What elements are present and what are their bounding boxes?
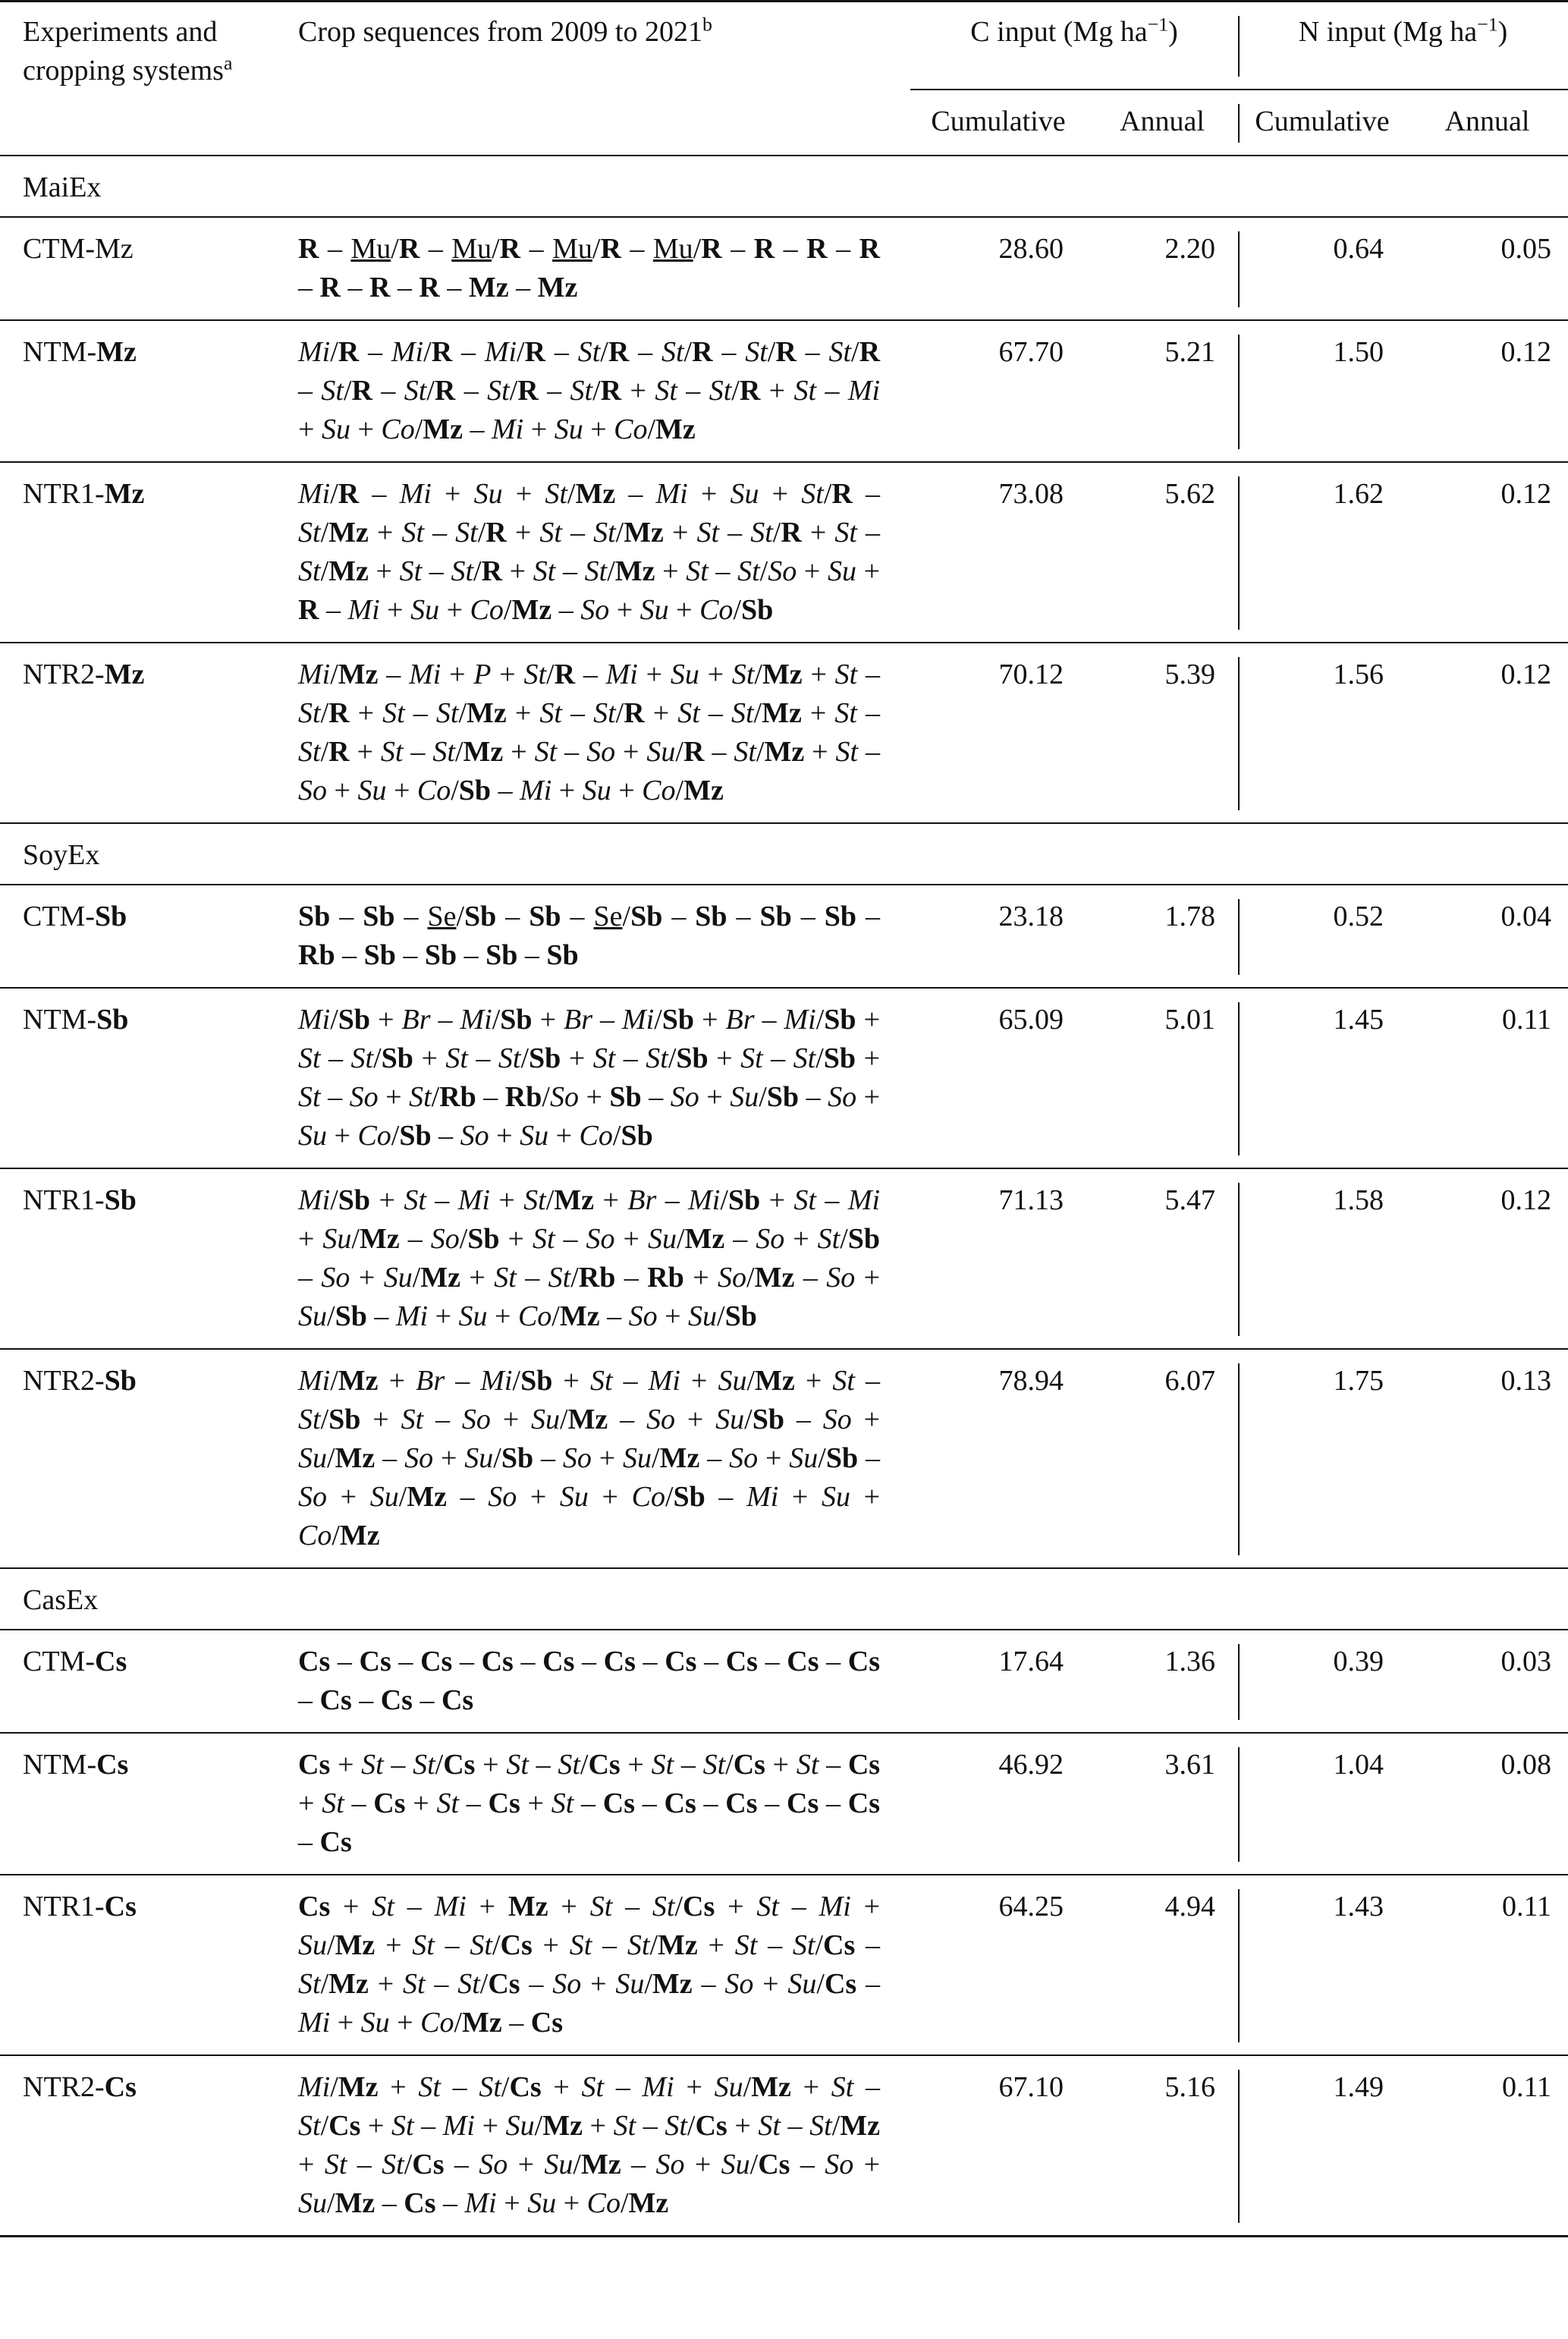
cropping-system-name: NTR2-Cs (0, 2055, 291, 2237)
cropping-system-name: CTM-Mz (0, 217, 291, 320)
crop-sequence: Mi/Sb + Br – Mi/Sb + Br – Mi/Sb + Br – Mi/Sb + St – St/Sb + St – St/Sb + St – St/Sb + St – St/Sb + St – So + St/Rb – Rb/So + Sb – So + Su/Sb – So + Su + Co/Sb – So + Su + Co/Sb (291, 988, 910, 1168)
n-input-cumulative: 0.64 (1238, 217, 1406, 320)
c-input-cumulative: 65.09 (910, 988, 1086, 1168)
c-input-cumulative: 70.12 (910, 643, 1086, 823)
c-input-annual: 6.07 (1086, 1349, 1238, 1568)
section-row (0, 156, 1568, 217)
crop-sequence: Mi/Mz – Mi + P + St/R – Mi + Su + St/Mz + St – St/R + St – St/Mz + St – St/R + St – St/Mz + St – St/R + St – St/Mz + St – So + Su/R – St/Mz + St – So + Su + Co/Sb – Mi + Su + Co/Mz (291, 643, 910, 823)
header-c-annual: Annual (1120, 105, 1205, 137)
table-row (0, 2055, 1568, 2237)
table-row (0, 643, 1568, 823)
n-input-cumulative: 1.50 (1238, 320, 1406, 462)
c-input-cumulative: 67.10 (910, 2055, 1086, 2237)
n-input-cumulative: 0.39 (1238, 1630, 1406, 1733)
c-input-annual: 5.62 (1086, 462, 1238, 643)
header-n-annual: Annual (1444, 105, 1530, 137)
footnote-a-marker: a (223, 52, 233, 74)
n-input-cumulative: 1.04 (1238, 1733, 1406, 1875)
header-c-input-text: C input (Mg ha (970, 16, 1148, 48)
section-title: MaiEx (0, 156, 1568, 217)
n-input-cumulative: 1.58 (1238, 1168, 1406, 1349)
c-input-annual: 5.01 (1086, 988, 1238, 1168)
table-row (0, 1630, 1568, 1733)
c-input-cumulative: 17.64 (910, 1630, 1086, 1733)
c-input-annual: 1.78 (1086, 885, 1238, 988)
n-input-annual: 0.12 (1406, 643, 1568, 823)
cropping-system-name: NTR1-Mz (0, 462, 291, 643)
header-experiments (0, 2, 291, 156)
table-row (0, 1733, 1568, 1875)
crop-sequence: Mi/Mz + St – St/Cs + St – Mi + Su/Mz + St – St/Cs + St – Mi + Su/Mz + St – St/Cs + St – St/Mz + St – St/Cs – So + Su/Mz – So + Su/Cs – So + Su/Mz – Cs – Mi + Su + Co/Mz (291, 2055, 910, 2237)
n-input-annual: 0.11 (1406, 1875, 1568, 2055)
header-c-input (910, 2, 1238, 90)
c-input-annual: 5.16 (1086, 2055, 1238, 2237)
table-row (0, 988, 1568, 1168)
n-input-annual: 0.08 (1406, 1733, 1568, 1875)
c-input-annual: 5.21 (1086, 320, 1238, 462)
cropping-system-name: NTM-Sb (0, 988, 291, 1168)
table-row (0, 320, 1568, 462)
c-input-annual: 3.61 (1086, 1733, 1238, 1875)
cropping-system-name: NTM-Cs (0, 1733, 291, 1875)
c-input-cumulative: 28.60 (910, 217, 1086, 320)
n-input-cumulative: 1.49 (1238, 2055, 1406, 2237)
section-row (0, 823, 1568, 885)
table-row (0, 1875, 1568, 2055)
header-experiments-line1: Experiments and (23, 16, 218, 48)
n-input-annual: 0.04 (1406, 885, 1568, 988)
section-title: CasEx (0, 1568, 1568, 1630)
c-input-annual: 2.20 (1086, 217, 1238, 320)
header-c-cumulative: Cumulative (931, 105, 1066, 137)
cropping-system-name: CTM-Cs (0, 1630, 291, 1733)
crop-sequence: Mi/R – Mi + Su + St/Mz – Mi + Su + St/R – St/Mz + St – St/R + St – St/Mz + St – St/R + St – St/Mz + St – St/R + St – St/Mz + St – St/So + Su + R – Mi + Su + Co/Mz – So + Su + Co/Sb (291, 462, 910, 643)
crop-sequence: Mi/R – Mi/R – Mi/R – St/R – St/R – St/R – St/R – St/R – St/R – St/R – St/R + St – St/R + St – Mi + Su + Co/Mz – Mi + Su + Co/Mz (291, 320, 910, 462)
c-input-annual: 1.36 (1086, 1630, 1238, 1733)
table-row (0, 217, 1568, 320)
crop-sequence: R – Mu/R – Mu/R – Mu/R – Mu/R – R – R – R – R – R – R – Mz – Mz (291, 217, 910, 320)
c-input-cumulative: 71.13 (910, 1168, 1086, 1349)
c-input-cumulative: 67.70 (910, 320, 1086, 462)
table-header (0, 2, 1568, 156)
n-input-cumulative: 1.45 (1238, 988, 1406, 1168)
n-input-annual: 0.13 (1406, 1349, 1568, 1568)
crop-sequence: Cs – Cs – Cs – Cs – Cs – Cs – Cs – Cs – Cs – Cs – Cs – Cs – Cs (291, 1630, 910, 1733)
c-input-annual: 5.39 (1086, 643, 1238, 823)
crop-sequence: Sb – Sb – Se/Sb – Sb – Se/Sb – Sb – Sb – Sb – Rb – Sb – Sb – Sb – Sb (291, 885, 910, 988)
n-input-annual: 0.12 (1406, 1168, 1568, 1349)
crop-sequence: Cs + St – Mi + Mz + St – St/Cs + St – Mi + Su/Mz + St – St/Cs + St – St/Mz + St – St/Cs – St/Mz + St – St/Cs – So + Su/Mz – So + Su/Cs – Mi + Su + Co/Mz – Cs (291, 1875, 910, 2055)
header-crop-sequences (291, 2, 910, 156)
c-input-cumulative: 46.92 (910, 1733, 1086, 1875)
cropping-system-name: NTM-Mz (0, 320, 291, 462)
cropping-system-name: NTR2-Mz (0, 643, 291, 823)
n-input-annual: 0.05 (1406, 217, 1568, 320)
header-n-input-text: N input (Mg ha (1298, 16, 1478, 48)
footnote-b-marker: b (702, 13, 712, 36)
section-title: SoyEx (0, 823, 1568, 885)
header-c-unit-sup: −1 (1147, 13, 1169, 36)
c-input-cumulative: 64.25 (910, 1875, 1086, 2055)
header-c-unit-close: ) (1168, 16, 1178, 48)
n-input-annual: 0.03 (1406, 1630, 1568, 1733)
cropping-system-name: NTR1-Sb (0, 1168, 291, 1349)
c-input-cumulative: 73.08 (910, 462, 1086, 643)
n-input-annual: 0.12 (1406, 462, 1568, 643)
n-input-cumulative: 1.62 (1238, 462, 1406, 643)
n-input-annual: 0.11 (1406, 988, 1568, 1168)
c-input-annual: 4.94 (1086, 1875, 1238, 2055)
n-input-cumulative: 0.52 (1238, 885, 1406, 988)
cropping-system-name: NTR1-Cs (0, 1875, 291, 2055)
c-input-cumulative: 78.94 (910, 1349, 1086, 1568)
table-row (0, 885, 1568, 988)
n-input-annual: 0.11 (1406, 2055, 1568, 2237)
n-input-cumulative: 1.75 (1238, 1349, 1406, 1568)
c-input-cumulative: 23.18 (910, 885, 1086, 988)
table-row (0, 1168, 1568, 1349)
cropping-system-name: CTM-Sb (0, 885, 291, 988)
header-experiments-line2: cropping systems (23, 55, 224, 86)
table-body (0, 156, 1568, 2237)
n-input-cumulative: 1.56 (1238, 643, 1406, 823)
header-n-unit-close: ) (1497, 16, 1508, 48)
header-n-cumulative: Cumulative (1238, 90, 1406, 156)
crop-sequence: Mi/Mz + Br – Mi/Sb + St – Mi + Su/Mz + St – St/Sb + St – So + Su/Mz – So + Su/Sb – So + Su/Mz – So + Su/Sb – So + Su/Mz – So + Su/Sb – So + Su/Mz – So + Su + Co/Sb – Mi + Su + Co/Mz (291, 1349, 910, 1568)
header-crop-sequences-text: Crop sequences from 2009 to 2021 (298, 16, 702, 48)
header-n-unit-sup: −1 (1477, 13, 1498, 36)
section-row (0, 1568, 1568, 1630)
c-input-annual: 5.47 (1086, 1168, 1238, 1349)
n-input-annual: 0.12 (1406, 320, 1568, 462)
table-row (0, 1349, 1568, 1568)
crop-sequence: Cs + St – St/Cs + St – St/Cs + St – St/Cs + St – Cs + St – Cs + St – Cs + St – Cs – Cs – Cs – Cs – Cs – Cs (291, 1733, 910, 1875)
table-row (0, 462, 1568, 643)
cropping-system-name: NTR2-Sb (0, 1349, 291, 1568)
crop-sequence: Mi/Sb + St – Mi + St/Mz + Br – Mi/Sb + St – Mi + Su/Mz – So/Sb + St – So + Su/Mz – So + St/Sb – So + Su/Mz + St – St/Rb – Rb + So/Mz – So + Su/Sb – Mi + Su + Co/Mz – So + Su/Sb (291, 1168, 910, 1349)
n-input-cumulative: 1.43 (1238, 1875, 1406, 2055)
header-n-input (1238, 2, 1568, 90)
